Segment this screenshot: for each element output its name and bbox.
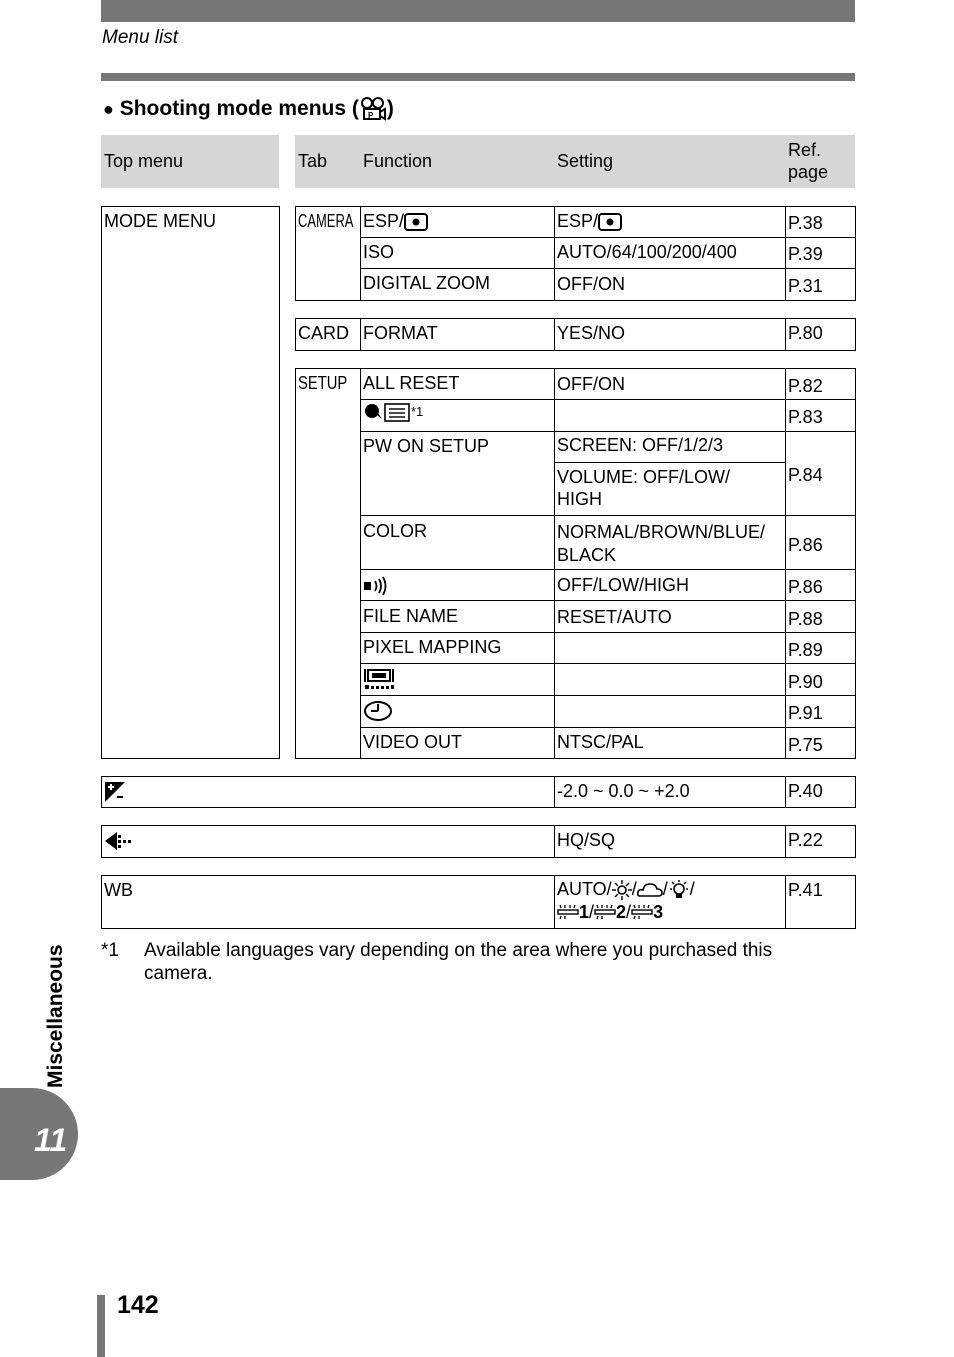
column-header-ref-line1: Ref. [788, 140, 822, 160]
chapter-tab [0, 1088, 78, 1180]
setup-row-file-name-function: FILE NAME [363, 606, 459, 626]
camera-row-esp-setting: ESP/ [557, 211, 622, 232]
sunny-icon [612, 880, 632, 900]
fluorescent-icon [557, 904, 579, 922]
camera-row-iso-setting: AUTO/64/100/200/400 [557, 242, 737, 262]
setup-row-beep-ref: P.86 [788, 577, 823, 597]
tungsten-icon [668, 880, 690, 900]
setup-row-color-function: COLOR [363, 521, 428, 541]
setup-row-beep-function [363, 575, 389, 596]
setup-row-all-reset-function: ALL RESET [363, 373, 460, 393]
svg-text:P: P [367, 111, 374, 121]
setup-row-color-setting-line2: BLACK [557, 545, 617, 565]
setup-row-color-ref: P.86 [788, 535, 823, 555]
column-header-top-menu: Top menu [104, 151, 184, 171]
clock-icon [363, 700, 393, 722]
monitor-brightness-icon [363, 668, 395, 690]
movie-camera-icon [359, 96, 387, 122]
page-number: 142 [117, 1291, 159, 1319]
spot-metering-icon [598, 213, 622, 231]
tab-setup: SETUP [298, 373, 348, 393]
card-ref: P.80 [788, 323, 823, 343]
page-number-bar [97, 1295, 105, 1357]
card-function: FORMAT [363, 323, 438, 343]
column-header-setting: Setting [557, 151, 614, 171]
footnote-mark: *1 [101, 940, 119, 961]
column-header-tab: Tab [298, 151, 328, 171]
footnote-line1: Available languages vary depending on the area where you purchased this [144, 940, 773, 961]
language-footnote-mark: *1 [411, 404, 424, 419]
setup-row-file-name-ref: P.88 [788, 609, 823, 629]
mode-menu-label: MODE MENU [104, 211, 216, 231]
spot-metering-icon [404, 213, 428, 231]
mode-menu-box [101, 206, 280, 759]
section-title: Shooting mode menus ( [119, 97, 359, 120]
camera-row-zoom-setting: OFF/ON [557, 274, 625, 294]
quality-setting: HQ/SQ [557, 830, 616, 850]
wb-ref: P.41 [788, 880, 823, 900]
setup-row-video-out-ref: P.75 [788, 735, 823, 755]
quality-row [101, 825, 856, 858]
header-top-bar [101, 0, 855, 22]
setup-row-color-setting-line1: NORMAL/BROWN/BLUE/ [557, 522, 766, 542]
setup-row-monitor-ref: P.90 [788, 672, 823, 692]
setup-row-monitor-function [363, 668, 395, 690]
beep-volume-icon [363, 576, 389, 596]
wb-setting-line2: 1/ 2/ 3 [557, 902, 663, 923]
column-header-function: Function [363, 151, 433, 171]
setup-row-language-function [363, 401, 423, 423]
chapter-number: 11 [34, 1122, 68, 1158]
header-title: Menu list [102, 27, 179, 48]
setup-row-video-out-function: VIDEO OUT [363, 732, 463, 752]
wb-row [101, 875, 856, 929]
camera-row-iso-function: ISO [363, 242, 395, 262]
card-setting: YES/NO [557, 323, 626, 343]
language-icon [363, 401, 411, 423]
wb-label: WB [104, 880, 133, 900]
exposure-row [101, 776, 856, 808]
section-title-close: ) [386, 97, 394, 120]
footnote-line2: camera. [144, 963, 213, 984]
cloudy-icon [637, 880, 663, 900]
header-bottom-bar [101, 73, 855, 81]
side-tab-label: Miscellaneous [44, 944, 67, 1088]
setup-row-video-out-setting: NTSC/PAL [557, 732, 644, 752]
camera-row-esp-ref: P.38 [788, 213, 823, 233]
setup-row-pw-on-ref: P.84 [788, 465, 823, 485]
exposure-compensation-icon [104, 781, 126, 803]
setup-row-pixel-mapping-function: PIXEL MAPPING [363, 637, 502, 657]
camera-row-zoom-function: DIGITAL ZOOM [363, 273, 491, 293]
quality-ref: P.22 [788, 830, 823, 850]
wb-setting-line1: AUTO/ / / / [557, 879, 695, 899]
setup-row-pw-on-screen-setting: SCREEN: OFF/1/2/3 [557, 435, 724, 455]
camera-row-iso-ref: P.39 [788, 244, 823, 264]
setup-row-clock-function [363, 700, 393, 722]
camera-row-zoom-ref: P.31 [788, 276, 823, 296]
setup-row-all-reset-ref: P.82 [788, 376, 823, 396]
setup-row-pw-on-volume-line2: HIGH [557, 489, 602, 509]
setup-row-beep-setting: OFF/LOW/HIGH [557, 575, 689, 595]
section-heading [103, 96, 394, 122]
exposure-setting: -2.0 ~ 0.0 ~ +2.0 [557, 781, 690, 801]
tab-camera: CAMERA [298, 211, 354, 231]
column-header-ref-line2: page [788, 162, 829, 182]
fluorescent-icon [631, 904, 653, 922]
setup-row-file-name-setting: RESET/AUTO [557, 607, 672, 627]
image-quality-icon [104, 831, 134, 851]
tab-card: CARD [298, 323, 350, 343]
setup-row-pw-on-function: PW ON SETUP [363, 436, 490, 456]
bullet: ● [103, 99, 114, 119]
setup-row-all-reset-setting: OFF/ON [557, 374, 625, 394]
exposure-ref: P.40 [788, 781, 823, 801]
setup-row-clock-ref: P.91 [788, 703, 823, 723]
setup-row-pixel-mapping-ref: P.89 [788, 640, 823, 660]
setup-row-pw-on-volume-line1: VOLUME: OFF/LOW/ [557, 467, 731, 487]
setup-row-language-ref: P.83 [788, 407, 823, 427]
fluorescent-icon [594, 904, 616, 922]
camera-row-esp-function: ESP/ [363, 211, 428, 232]
